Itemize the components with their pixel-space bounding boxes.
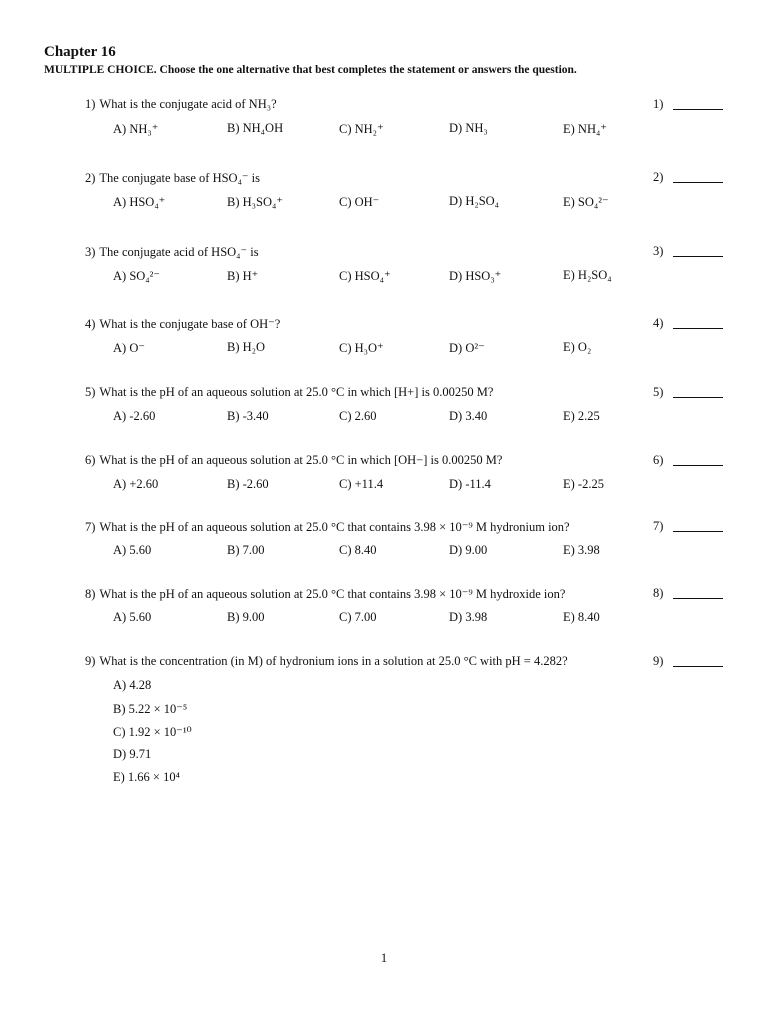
choice-b: B) -3.40: [227, 409, 269, 423]
question-number: 2): [85, 171, 96, 185]
choice-c: C) 8.40: [339, 543, 377, 557]
question-6: [85, 453, 725, 495]
choice-a: A) 5.60: [113, 543, 152, 557]
choice-a: A) O⁻: [113, 341, 145, 355]
choice-a: A) -2.60: [113, 409, 156, 423]
choice-d: D) 9.71: [113, 747, 152, 761]
answer-blank[interactable]: [653, 654, 723, 669]
answer-line: [673, 109, 723, 110]
choice-d: D) O²⁻: [449, 341, 485, 355]
choice-b: B) 7.00: [227, 543, 265, 557]
choice-e: E) SO₄²⁻: [563, 195, 609, 209]
answer-blank-label: 2): [653, 170, 664, 184]
choice-c: C) H₃O⁺: [339, 341, 384, 355]
choice-c: C) NH₂⁺: [339, 122, 384, 136]
answer-blank[interactable]: [653, 170, 723, 185]
choice-d: D) NH₃: [449, 121, 488, 135]
choice-c: C) 2.60: [339, 409, 377, 423]
answer-blank[interactable]: [653, 519, 723, 534]
answer-blank-label: 5): [653, 385, 664, 399]
answer-blank-label: 1): [653, 97, 664, 111]
question-number: 3): [85, 245, 96, 259]
question-text: What is the pH of an aqueous solution at 25.0 °C that contains 3.98 × 10⁻⁹ M hydronium ion?: [99, 520, 570, 534]
answer-blank[interactable]: [653, 97, 723, 112]
choice-b: B) -2.60: [227, 477, 269, 491]
question-5: [85, 385, 725, 427]
choice-c: C) +11.4: [339, 477, 384, 491]
choice-e: E) H₂SO₄: [563, 268, 612, 282]
question-number: 8): [85, 587, 96, 601]
question-text: What is the pH of an aqueous solution at 25.0 °C in which [OH−] is 0.00250 M?: [99, 453, 503, 467]
question-number: 1): [85, 97, 96, 111]
choice-c: C) 1.92 × 10⁻¹⁰: [113, 725, 192, 739]
choice-e: E) NH₄⁺: [563, 122, 607, 136]
choice-e: E) 2.25: [563, 409, 600, 423]
answer-line: [673, 666, 723, 667]
question-2: [85, 170, 725, 212]
question-number: 5): [85, 385, 96, 399]
question-text: What is the pH of an aqueous solution at 25.0 °C that contains 3.98 × 10⁻⁹ M hydroxide ion?: [99, 587, 566, 601]
choice-d: D) HSO₃⁺: [449, 269, 502, 283]
choice-e: E) -2.25: [563, 477, 604, 491]
choice-e: E) 3.98: [563, 543, 600, 557]
question-text: The conjugate base of HSO₄⁻ is: [99, 171, 260, 185]
choice-e: E) 8.40: [563, 610, 600, 624]
choice-c: C) 7.00: [339, 610, 377, 624]
choice-e: E) 1.66 × 10⁴: [113, 770, 180, 784]
choice-b: B) H₃SO₄⁺: [227, 195, 283, 209]
question-text: What is the pH of an aqueous solution at 25.0 °C in which [H+] is 0.00250 M?: [99, 385, 494, 399]
question-text: What is the conjugate base of OH⁻?: [99, 317, 281, 331]
choice-d: D) 9.00: [449, 543, 488, 557]
answer-line: [673, 256, 723, 257]
answer-blank[interactable]: [653, 244, 723, 259]
question-8: [85, 586, 725, 628]
choice-a: A) SO₄²⁻: [113, 269, 160, 283]
answer-blank-label: 9): [653, 654, 664, 668]
answer-blank-label: 4): [653, 316, 664, 330]
question-text: What is the concentration (in M) of hydronium ions in a solution at 25.0 °C with pH = 4.282?: [99, 654, 568, 668]
question-text: The conjugate acid of HSO₄⁻ is: [99, 245, 259, 259]
answer-blank[interactable]: [653, 453, 723, 468]
question-number: 6): [85, 453, 96, 467]
answer-blank-label: 3): [653, 244, 664, 258]
choice-d: D) 3.40: [449, 409, 488, 423]
answer-line: [673, 182, 723, 183]
question-number: 9): [85, 654, 96, 668]
answer-blank[interactable]: [653, 316, 723, 331]
answer-line: [673, 598, 723, 599]
chapter-title: Chapter 16: [44, 44, 116, 60]
answer-blank-label: 6): [653, 453, 664, 467]
choice-d: D) -11.4: [449, 477, 491, 491]
choice-d: D) H₂SO₄: [449, 194, 500, 208]
page-number: 1: [380, 951, 388, 965]
answer-blank-label: 7): [653, 519, 664, 533]
answer-line: [673, 397, 723, 398]
answer-line: [673, 531, 723, 532]
answer-line: [673, 328, 723, 329]
choice-b: B) 5.22 × 10⁻⁵: [113, 702, 188, 716]
choice-c: C) OH⁻: [339, 195, 380, 209]
answer-line: [673, 465, 723, 466]
choice-d: D) 3.98: [449, 610, 488, 624]
question-text: What is the conjugate acid of NH₃?: [99, 97, 277, 111]
instructions: MULTIPLE CHOICE. Choose the one alternative that best completes the statement or answers the question.: [44, 64, 577, 76]
question-number: 4): [85, 317, 96, 331]
question-1: [85, 97, 725, 139]
question-number: 7): [85, 520, 96, 534]
choice-a: A) 5.60: [113, 610, 152, 624]
choice-a: A) HSO₄⁺: [113, 195, 166, 209]
choice-b: B) 9.00: [227, 610, 265, 624]
choice-a: A) NH₃⁺: [113, 122, 159, 136]
answer-blank[interactable]: [653, 586, 723, 601]
choice-a: A) +2.60: [113, 477, 159, 491]
choice-c: C) HSO₄⁺: [339, 269, 391, 283]
answer-blank-label: 8): [653, 586, 664, 600]
choice-b: B) NH₄OH: [227, 121, 284, 135]
question-4: [85, 316, 725, 358]
question-9: [85, 654, 725, 793]
choice-e: E) O₂: [563, 340, 592, 354]
question-3: [85, 244, 725, 286]
choice-b: B) H₂O: [227, 340, 266, 354]
answer-blank[interactable]: [653, 385, 723, 400]
choice-a: A) 4.28: [113, 678, 152, 692]
question-7: [85, 519, 725, 561]
choice-b: B) H⁺: [227, 269, 259, 283]
